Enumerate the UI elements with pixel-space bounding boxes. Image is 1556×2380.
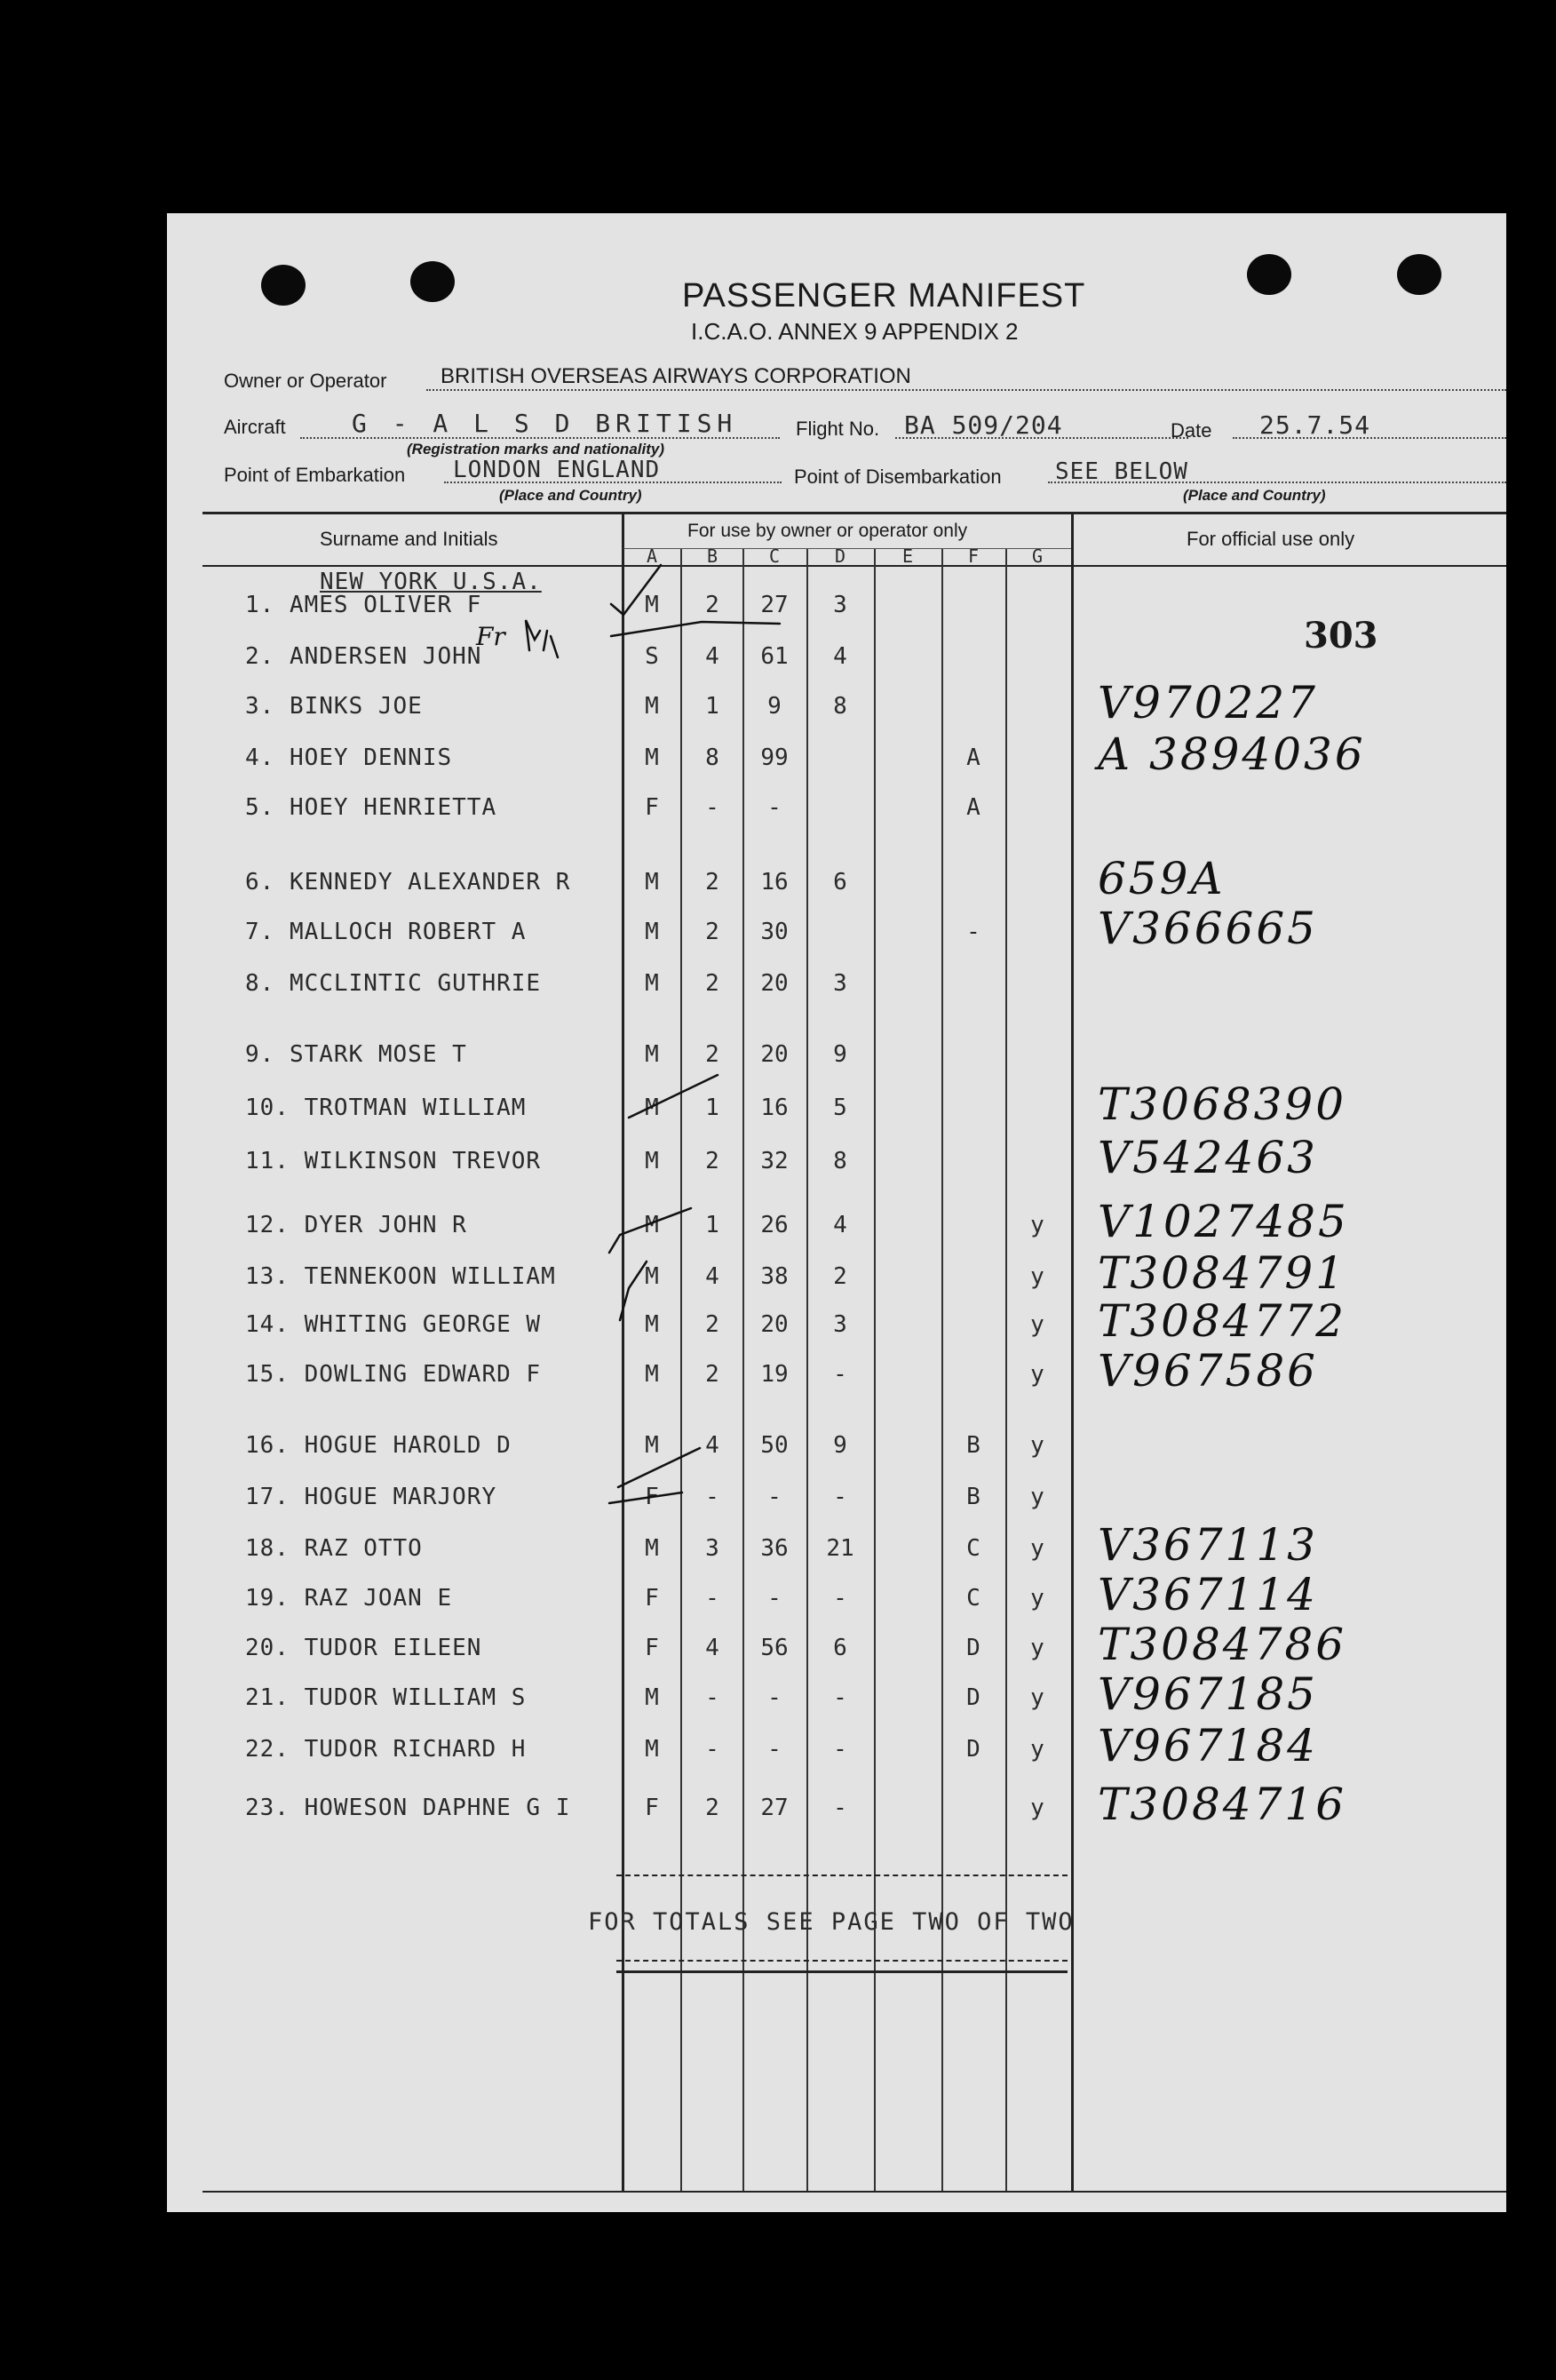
cell-c: 20 bbox=[760, 1041, 789, 1068]
cell-a: M bbox=[645, 1432, 659, 1459]
embark-label: Point of Embarkation bbox=[224, 464, 406, 486]
passenger-name: 10. TROTMAN WILLIAM bbox=[245, 1094, 527, 1121]
official-handwritten-number: V367113 bbox=[1098, 1519, 1318, 1571]
cell-b: - bbox=[705, 1736, 719, 1763]
official-handwritten-number: V367114 bbox=[1098, 1569, 1318, 1620]
cell-b: 4 bbox=[705, 643, 719, 670]
official-handwritten-number: T3084786 bbox=[1098, 1619, 1347, 1670]
cell-a: S bbox=[645, 643, 659, 670]
date-value: 25.7.54 bbox=[1259, 410, 1371, 440]
passenger-name: 1. AMES OLIVER F bbox=[245, 592, 482, 618]
cell-d: 6 bbox=[833, 869, 847, 895]
cell-b: - bbox=[705, 1684, 719, 1711]
passenger-name: 17. HOGUE MARJORY bbox=[245, 1484, 497, 1510]
cell-a: F bbox=[645, 794, 659, 821]
cell-d: - bbox=[833, 1585, 847, 1612]
cell-b: 2 bbox=[705, 592, 719, 618]
cell-f: C bbox=[966, 1535, 980, 1562]
subcol-f: F bbox=[967, 545, 980, 567]
cell-c: 19 bbox=[760, 1361, 789, 1388]
cell-b: 2 bbox=[705, 1311, 719, 1338]
cell-a: M bbox=[645, 693, 659, 720]
cell-a: M bbox=[645, 970, 659, 997]
passenger-name: 21. TUDOR WILLIAM S bbox=[245, 1684, 527, 1711]
cell-b: 8 bbox=[705, 744, 719, 771]
embark-note: (Place and Country) bbox=[499, 487, 642, 504]
col-official-header: For official use only bbox=[1187, 528, 1355, 550]
passenger-name: 2. ANDERSEN JOHN bbox=[245, 643, 482, 670]
passenger-name: 8. MCCLINTIC GUTHRIE bbox=[245, 970, 542, 997]
cell-a: F bbox=[645, 1795, 659, 1821]
manifest-sheet bbox=[167, 213, 1506, 2212]
passenger-name: 23. HOWESON DAPHNE G I bbox=[245, 1795, 571, 1821]
cell-c: 20 bbox=[760, 970, 789, 997]
cell-c: 99 bbox=[760, 744, 789, 771]
owner-label: Owner or Operator bbox=[224, 370, 387, 392]
cell-f: D bbox=[966, 1736, 980, 1763]
cell-c: 36 bbox=[760, 1535, 789, 1562]
cell-b: - bbox=[705, 794, 719, 821]
cell-a: M bbox=[645, 1041, 659, 1068]
cell-f: D bbox=[966, 1635, 980, 1661]
cell-c: 9 bbox=[767, 693, 782, 720]
cell-d: 4 bbox=[833, 643, 847, 670]
cell-d: - bbox=[833, 1684, 847, 1711]
official-handwritten-number: V366665 bbox=[1098, 903, 1318, 954]
cell-d: 21 bbox=[826, 1535, 854, 1562]
cell-g: y bbox=[1030, 1311, 1044, 1338]
cell-c: 27 bbox=[760, 1795, 789, 1821]
cell-d: 6 bbox=[833, 1635, 847, 1661]
cell-a: M bbox=[645, 1684, 659, 1711]
cell-a: M bbox=[645, 1361, 659, 1388]
cell-a: M bbox=[645, 1535, 659, 1562]
passenger-name: 7. MALLOCH ROBERT A bbox=[245, 919, 527, 945]
subcol-d: D bbox=[834, 545, 846, 567]
cell-g: y bbox=[1030, 1585, 1044, 1612]
cell-a: F bbox=[645, 1635, 659, 1661]
cell-g: y bbox=[1030, 1361, 1044, 1388]
passenger-name: 18. RAZ OTTO bbox=[245, 1535, 423, 1562]
cell-d: 9 bbox=[833, 1041, 847, 1068]
passenger-name: 12. DYER JOHN R bbox=[245, 1212, 467, 1238]
subcol-e: E bbox=[901, 545, 914, 567]
disembark-label: Point of Disembarkation bbox=[794, 466, 1002, 488]
subcol-a: A bbox=[646, 545, 658, 567]
official-handwritten-number: V967586 bbox=[1098, 1345, 1318, 1397]
subcol-g: G bbox=[1031, 545, 1044, 567]
official-handwritten-number: V970227 bbox=[1098, 677, 1318, 728]
cell-c: 61 bbox=[760, 643, 789, 670]
cell-g: y bbox=[1030, 1212, 1044, 1238]
official-handwritten-number: V1027485 bbox=[1098, 1196, 1349, 1247]
cell-d: - bbox=[833, 1484, 847, 1510]
official-handwritten-number: T3084716 bbox=[1098, 1779, 1347, 1830]
cell-f: D bbox=[966, 1684, 980, 1711]
cell-a: M bbox=[645, 1311, 659, 1338]
cell-b: 3 bbox=[705, 1535, 719, 1562]
cell-f: A bbox=[966, 744, 980, 771]
cell-a: F bbox=[645, 1484, 659, 1510]
cell-c: 50 bbox=[760, 1432, 789, 1459]
cell-d: 4 bbox=[833, 1212, 847, 1238]
cell-c: 32 bbox=[760, 1148, 789, 1174]
official-handwritten-number: V967184 bbox=[1098, 1720, 1318, 1771]
page-number: 303 bbox=[1304, 615, 1378, 657]
cell-g: y bbox=[1030, 1635, 1044, 1661]
flight-label: Flight No. bbox=[796, 418, 880, 440]
cell-d: - bbox=[833, 1736, 847, 1763]
cell-f: - bbox=[966, 919, 980, 945]
cell-b: - bbox=[705, 1585, 719, 1612]
cell-c: - bbox=[767, 1684, 782, 1711]
cell-d: 2 bbox=[833, 1263, 847, 1290]
cell-c: 16 bbox=[760, 1094, 789, 1121]
official-handwritten-number: A 3894036 bbox=[1098, 728, 1366, 780]
destination-heading: NEW YORK U.S.A. bbox=[320, 569, 542, 595]
cell-f: C bbox=[966, 1585, 980, 1612]
passenger-name: 3. BINKS JOE bbox=[245, 693, 423, 720]
cell-a: M bbox=[645, 1094, 659, 1121]
cell-b: 2 bbox=[705, 1795, 719, 1821]
cell-d: 5 bbox=[833, 1094, 847, 1121]
cell-d: 9 bbox=[833, 1432, 847, 1459]
cell-g: y bbox=[1030, 1795, 1044, 1821]
col-owner-header: For use by owner or operator only bbox=[687, 521, 968, 541]
cell-a: M bbox=[645, 869, 659, 895]
cell-g: y bbox=[1030, 1535, 1044, 1562]
cell-d: 3 bbox=[833, 592, 847, 618]
cell-f: B bbox=[966, 1484, 980, 1510]
cell-c: 27 bbox=[760, 592, 789, 618]
cell-c: 30 bbox=[760, 919, 789, 945]
cell-a: M bbox=[645, 1263, 659, 1290]
cell-c: - bbox=[767, 794, 782, 821]
cell-b: 1 bbox=[705, 1094, 719, 1121]
subcol-c: C bbox=[768, 545, 781, 567]
passenger-name: 5. HOEY HENRIETTA bbox=[245, 794, 497, 821]
passenger-name: 9. STARK MOSE T bbox=[245, 1041, 467, 1068]
cell-c: - bbox=[767, 1736, 782, 1763]
aircraft-note: (Registration marks and nationality) bbox=[407, 441, 664, 458]
cell-d: 8 bbox=[833, 693, 847, 720]
cell-a: M bbox=[645, 919, 659, 945]
cell-c: 38 bbox=[760, 1263, 789, 1290]
passenger-name: 13. TENNEKOON WILLIAM bbox=[245, 1263, 556, 1290]
passenger-name: 16. HOGUE HAROLD D bbox=[245, 1432, 512, 1459]
passenger-name: 22. TUDOR RICHARD H bbox=[245, 1736, 527, 1763]
cell-b: 4 bbox=[705, 1263, 719, 1290]
passenger-name: 14. WHITING GEORGE W bbox=[245, 1311, 542, 1338]
owner-value: BRITISH OVERSEAS AIRWAYS CORPORATION bbox=[441, 364, 911, 388]
cell-b: 2 bbox=[705, 970, 719, 997]
cell-b: 2 bbox=[705, 1041, 719, 1068]
cell-a: M bbox=[645, 592, 659, 618]
aircraft-value: G - A L S D BRITISH bbox=[352, 409, 738, 438]
official-handwritten-number: T3068390 bbox=[1098, 1079, 1347, 1130]
passenger-name: 6. KENNEDY ALEXANDER R bbox=[245, 869, 571, 895]
cell-c: 26 bbox=[760, 1212, 789, 1238]
cell-b: 4 bbox=[705, 1432, 719, 1459]
cell-a: M bbox=[645, 1212, 659, 1238]
cell-g: y bbox=[1030, 1684, 1044, 1711]
subcol-b: B bbox=[706, 545, 718, 567]
totals-note: FOR TOTALS SEE PAGE TWO OF TWO bbox=[588, 1908, 1075, 1936]
cell-f: B bbox=[966, 1432, 980, 1459]
cell-c: 56 bbox=[760, 1635, 789, 1661]
col-surname-header: Surname and Initials bbox=[320, 528, 498, 550]
cell-b: 2 bbox=[705, 1361, 719, 1388]
passenger-name: 20. TUDOR EILEEN bbox=[245, 1635, 482, 1661]
cell-g: y bbox=[1030, 1736, 1044, 1763]
passenger-name: 4. HOEY DENNIS bbox=[245, 744, 453, 771]
cell-d: 3 bbox=[833, 1311, 847, 1338]
flight-value: BA 509/204 bbox=[904, 410, 1063, 440]
passenger-name: 11. WILKINSON TREVOR bbox=[245, 1148, 542, 1174]
cell-c: 16 bbox=[760, 869, 789, 895]
cell-g: y bbox=[1030, 1263, 1044, 1290]
cell-b: 4 bbox=[705, 1635, 719, 1661]
cell-a: F bbox=[645, 1585, 659, 1612]
cell-b: 2 bbox=[705, 919, 719, 945]
cell-g: y bbox=[1030, 1432, 1044, 1459]
cell-f: A bbox=[966, 794, 980, 821]
cell-d: 3 bbox=[833, 970, 847, 997]
cell-b: - bbox=[705, 1484, 719, 1510]
form-title: PASSENGER MANIFEST bbox=[682, 277, 1086, 314]
official-handwritten-number: T3084791 bbox=[1098, 1247, 1347, 1299]
embark-value: LONDON ENGLAND bbox=[453, 457, 661, 483]
cell-c: - bbox=[767, 1585, 782, 1612]
disembark-note: (Place and Country) bbox=[1183, 487, 1326, 504]
cell-d: - bbox=[833, 1361, 847, 1388]
official-handwritten-number: V967185 bbox=[1098, 1668, 1318, 1720]
official-handwritten-number: V542463 bbox=[1098, 1132, 1318, 1183]
cell-a: M bbox=[645, 744, 659, 771]
cell-d: 8 bbox=[833, 1148, 847, 1174]
cell-c: - bbox=[767, 1484, 782, 1510]
cell-b: 2 bbox=[705, 869, 719, 895]
passenger-name: 15. DOWLING EDWARD F bbox=[245, 1361, 542, 1388]
aircraft-label: Aircraft bbox=[224, 416, 286, 438]
date-label: Date bbox=[1171, 419, 1212, 442]
cell-b: 1 bbox=[705, 1212, 719, 1238]
cell-a: M bbox=[645, 1736, 659, 1763]
cell-b: 1 bbox=[705, 693, 719, 720]
passenger-name: 19. RAZ JOAN E bbox=[245, 1585, 453, 1612]
cell-g: y bbox=[1030, 1484, 1044, 1510]
disembark-value: SEE BELOW bbox=[1055, 458, 1188, 485]
handwritten-annotation: Fr bbox=[476, 622, 505, 651]
cell-b: 2 bbox=[705, 1148, 719, 1174]
cell-d: - bbox=[833, 1795, 847, 1821]
cell-c: 20 bbox=[760, 1311, 789, 1338]
official-handwritten-number: 659A bbox=[1098, 853, 1226, 904]
form-subtitle: I.C.A.O. ANNEX 9 APPENDIX 2 bbox=[691, 318, 1019, 345]
cell-a: M bbox=[645, 1148, 659, 1174]
official-handwritten-number: T3084772 bbox=[1098, 1295, 1347, 1347]
